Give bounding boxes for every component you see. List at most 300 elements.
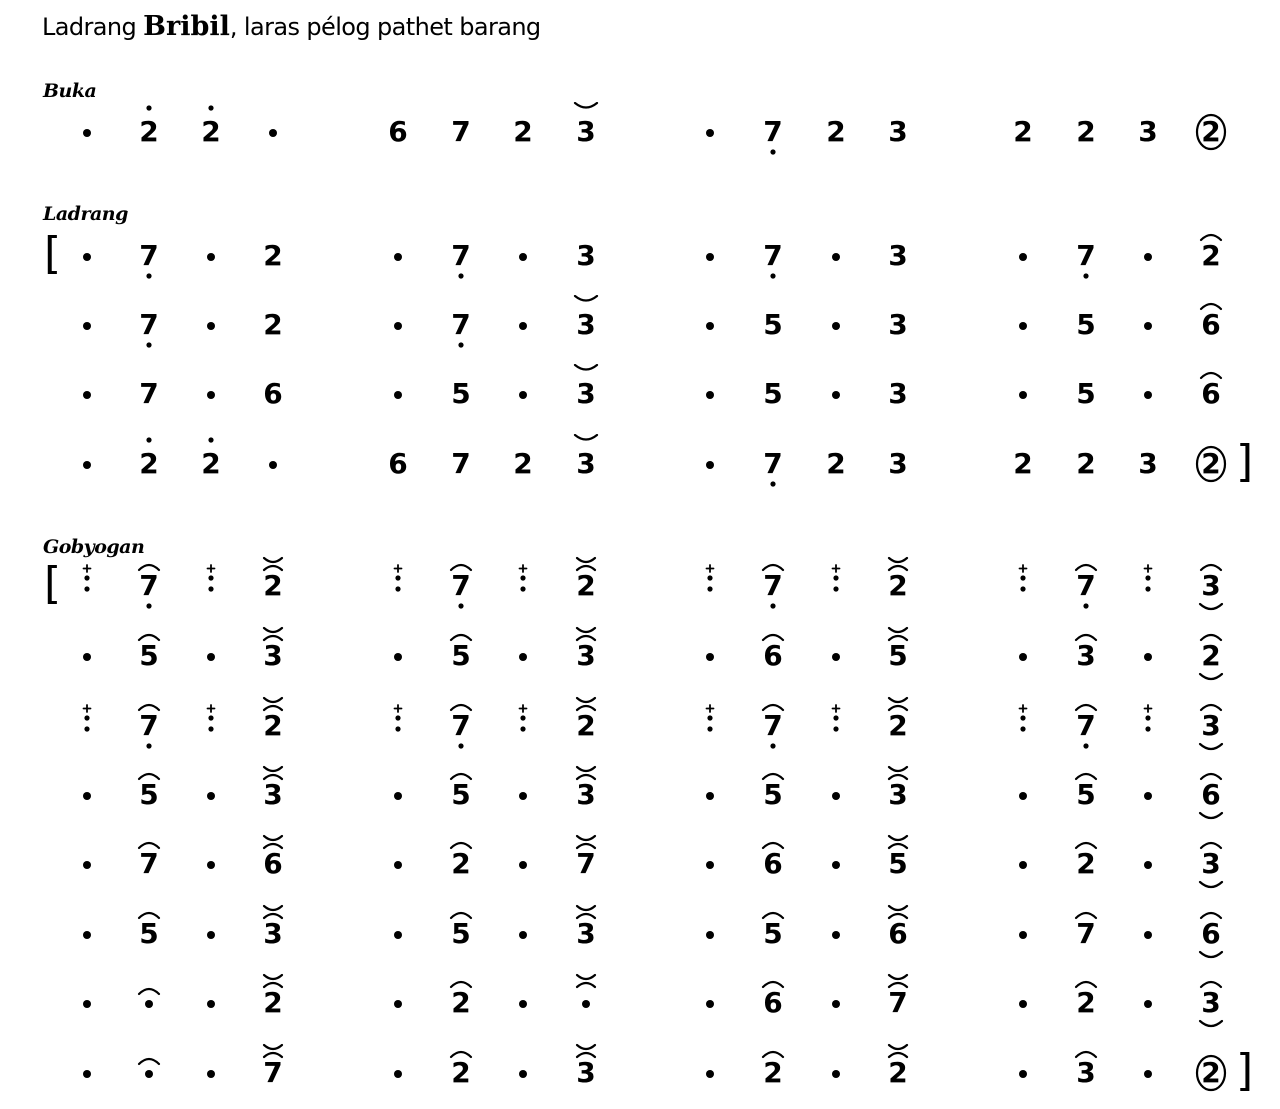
note-number: 3 [1138, 447, 1158, 480]
note [123, 434, 175, 494]
rest-dot [997, 1043, 1049, 1103]
rest-dot-mark [394, 391, 402, 399]
note-number: 2 [513, 447, 533, 480]
note-number: 7 [1076, 569, 1096, 602]
note [1060, 102, 1112, 162]
rest-dot [684, 973, 736, 1033]
rest-dot-mark [706, 931, 714, 939]
note-number: 3 [576, 1056, 596, 1089]
rest-dot-mark [832, 253, 840, 261]
rest-dot-mark [145, 1000, 153, 1008]
rest-dot-mark [832, 391, 840, 399]
note [497, 434, 549, 494]
rest-dot [810, 295, 862, 355]
note-number: 3 [888, 447, 908, 480]
note [747, 696, 799, 756]
rest-dot [61, 102, 113, 162]
rest-dot [810, 626, 862, 686]
note [747, 102, 799, 162]
note-number: 5 [451, 639, 471, 672]
rest-dot-mark [83, 129, 91, 137]
note [123, 765, 175, 825]
note [1060, 904, 1112, 964]
rest-dot-mark [83, 461, 91, 469]
rest-dot-mark [1019, 792, 1027, 800]
rest-dot [684, 904, 736, 964]
note [1185, 364, 1237, 424]
rest-dot [61, 1043, 113, 1103]
note-number: 3 [576, 308, 596, 341]
rest-dot-mark [582, 1000, 590, 1008]
rest-dot [997, 765, 1049, 825]
note-number: 3 [576, 447, 596, 480]
rest-dot [497, 973, 549, 1033]
gatra-row [0, 102, 1280, 162]
note [1060, 295, 1112, 355]
note-number: 2 [576, 569, 596, 602]
note [1060, 434, 1112, 494]
notation-ornament [372, 696, 424, 756]
note-number: 5 [888, 847, 908, 880]
rest-dot-mark [1144, 1000, 1152, 1008]
rest-dot-mark [1144, 931, 1152, 939]
note [747, 834, 799, 894]
note [747, 295, 799, 355]
note [560, 295, 612, 355]
note-number: 7 [139, 308, 159, 341]
rest-dot-mark [832, 322, 840, 330]
rest-dot-mark [207, 1000, 215, 1008]
rest-dot-mark [706, 792, 714, 800]
note [247, 904, 299, 964]
rest-dot [497, 696, 549, 756]
rest-dot [810, 1043, 862, 1103]
rest-dot-mark [394, 861, 402, 869]
page-title [42, 11, 541, 42]
note [1185, 295, 1237, 355]
note-number: 7 [451, 709, 471, 742]
rest-dot [1122, 765, 1174, 825]
rest-dot [185, 364, 237, 424]
note-number: 2 [263, 986, 283, 1019]
repeat-close-bracket: ] [1236, 436, 1254, 487]
rest-dot-mark [519, 861, 527, 869]
note-number: 3 [576, 377, 596, 410]
note [435, 295, 487, 355]
note-number: 7 [763, 569, 783, 602]
note [247, 226, 299, 286]
rest-dot [810, 973, 862, 1033]
note [747, 364, 799, 424]
rest-dot [61, 364, 113, 424]
note-number: 5 [1076, 778, 1096, 811]
rest-dot [997, 364, 1049, 424]
note-number: 2 [1013, 447, 1033, 480]
note [123, 904, 175, 964]
rest-dot [372, 834, 424, 894]
note-number: 2 [1076, 986, 1096, 1019]
repeat-close-bracket: ] [1236, 1045, 1254, 1096]
note-number: 6 [763, 639, 783, 672]
note-number: 7 [763, 447, 783, 480]
note [435, 1043, 487, 1103]
note-number: 2 [263, 709, 283, 742]
rest-dot [185, 556, 237, 616]
note [435, 973, 487, 1033]
rest-dot-mark [207, 792, 215, 800]
note [1185, 696, 1237, 756]
note [560, 226, 612, 286]
rest-dot [1122, 834, 1174, 894]
rest-dot [1122, 973, 1174, 1033]
rest-dot [372, 973, 424, 1033]
note-number: 5 [763, 308, 783, 341]
note [1122, 434, 1174, 494]
notation-ornament [61, 696, 113, 756]
note-number: 5 [1076, 377, 1096, 410]
note [1060, 973, 1112, 1033]
rest-dot [684, 226, 736, 286]
rest-dot [1122, 626, 1174, 686]
rest-dot-mark [519, 1070, 527, 1078]
note [372, 102, 424, 162]
note-number: 2 [826, 447, 846, 480]
note [560, 904, 612, 964]
note-number: 3 [888, 115, 908, 148]
rest-dot-mark [394, 1000, 402, 1008]
note [1060, 834, 1112, 894]
note [123, 556, 175, 616]
note [247, 364, 299, 424]
title-suffix: , laras pélog pathet barang [229, 13, 541, 41]
note [747, 434, 799, 494]
note-number: 7 [451, 239, 471, 272]
note-number: 2 [1201, 639, 1221, 672]
gatra-row [0, 556, 1280, 616]
rest-dot [372, 626, 424, 686]
note [1060, 765, 1112, 825]
note [872, 556, 924, 616]
rest-dot [497, 904, 549, 964]
note [810, 102, 862, 162]
note-number: 3 [1076, 639, 1096, 672]
rest-dot [372, 765, 424, 825]
note [185, 434, 237, 494]
rest-dot [684, 295, 736, 355]
rest-dot-mark [83, 1070, 91, 1078]
note-number: 5 [1076, 308, 1096, 341]
note [1185, 434, 1237, 494]
rest-dot-mark [83, 653, 91, 661]
rest-dot [1122, 295, 1174, 355]
note [560, 765, 612, 825]
note-number: 3 [888, 778, 908, 811]
note-number: 7 [263, 1056, 283, 1089]
note [872, 904, 924, 964]
note-number: 2 [201, 115, 221, 148]
note-number: 3 [888, 308, 908, 341]
notation-ornament [1122, 556, 1174, 616]
title-prefix: Ladrang [42, 13, 144, 41]
note [872, 834, 924, 894]
rest-dot-mark [207, 253, 215, 261]
rest-dot [810, 226, 862, 286]
note [872, 696, 924, 756]
note [872, 973, 924, 1033]
note-number: 5 [451, 377, 471, 410]
rest-dot [372, 295, 424, 355]
rest-dot [684, 102, 736, 162]
note-number: 7 [763, 239, 783, 272]
rest-dot-mark [832, 792, 840, 800]
rest-dot [185, 226, 237, 286]
note [747, 626, 799, 686]
rest-dot-mark [83, 931, 91, 939]
note-number: 7 [1076, 917, 1096, 950]
note [1185, 973, 1237, 1033]
note-number: 7 [576, 847, 596, 880]
note [247, 626, 299, 686]
note [560, 626, 612, 686]
rest-dot [372, 556, 424, 616]
note [747, 973, 799, 1033]
rest-dot [372, 904, 424, 964]
rest-dot [185, 696, 237, 756]
rest-dot [61, 556, 113, 616]
note [1185, 834, 1237, 894]
note [123, 696, 175, 756]
note-number: 7 [451, 569, 471, 602]
note-number: 6 [1201, 778, 1221, 811]
rest-dot [560, 973, 612, 1033]
rest-dot-mark [1019, 653, 1027, 661]
rest-dot [810, 904, 862, 964]
rest-dot [247, 434, 299, 494]
note-number: 2 [263, 308, 283, 341]
note [872, 1043, 924, 1103]
rest-dot-mark [519, 792, 527, 800]
note [247, 1043, 299, 1103]
rest-dot [185, 1043, 237, 1103]
rest-dot [684, 696, 736, 756]
rest-dot [997, 626, 1049, 686]
note-number: 5 [888, 639, 908, 672]
note-number: 2 [451, 1056, 471, 1089]
note [247, 696, 299, 756]
rest-dot-mark [832, 653, 840, 661]
note [1185, 102, 1237, 162]
notation-ornament [810, 696, 862, 756]
note-number: 2 [451, 847, 471, 880]
rest-dot [497, 1043, 549, 1103]
note [123, 295, 175, 355]
rest-dot [1122, 226, 1174, 286]
note [247, 556, 299, 616]
notation-ornament [185, 696, 237, 756]
rest-dot-mark [706, 322, 714, 330]
note-number: 2 [1201, 115, 1221, 148]
notation-ornament [1122, 696, 1174, 756]
note [435, 834, 487, 894]
note [435, 904, 487, 964]
note [1122, 102, 1174, 162]
note [560, 556, 612, 616]
rest-dot-mark [1019, 861, 1027, 869]
rest-dot [684, 765, 736, 825]
note [560, 364, 612, 424]
note [1060, 556, 1112, 616]
note-number: 6 [888, 917, 908, 950]
note-number: 5 [451, 917, 471, 950]
note [997, 434, 1049, 494]
note-number: 3 [888, 239, 908, 272]
rest-dot [372, 1043, 424, 1103]
note-number: 2 [888, 569, 908, 602]
note-number: 5 [763, 917, 783, 950]
note [123, 626, 175, 686]
rest-dot-mark [394, 931, 402, 939]
note-number: 2 [201, 447, 221, 480]
rest-dot-mark [1019, 1070, 1027, 1078]
rest-dot-mark [1019, 253, 1027, 261]
rest-dot [372, 364, 424, 424]
note [872, 434, 924, 494]
rest-dot [1122, 696, 1174, 756]
note [747, 1043, 799, 1103]
note-number: 7 [139, 847, 159, 880]
gatra-row [0, 765, 1280, 825]
rest-dot [497, 226, 549, 286]
rest-dot [185, 765, 237, 825]
note [872, 226, 924, 286]
note-number: 7 [1076, 239, 1096, 272]
rest-dot-mark [706, 129, 714, 137]
note [372, 434, 424, 494]
note-number: 5 [763, 778, 783, 811]
note-number: 3 [1201, 847, 1221, 880]
notation-ornament [497, 556, 549, 616]
note [1185, 626, 1237, 686]
note-number: 7 [139, 377, 159, 410]
note-number: 2 [1076, 847, 1096, 880]
note-number: 5 [139, 639, 159, 672]
note-number: 2 [1201, 447, 1221, 480]
gatra-row [0, 973, 1280, 1033]
note-number: 7 [451, 308, 471, 341]
rest-dot-mark [706, 861, 714, 869]
rest-dot-mark [832, 1070, 840, 1078]
note [497, 102, 549, 162]
section-label-ladrang: Ladrang [43, 203, 128, 225]
rest-dot-mark [706, 253, 714, 261]
rest-dot [684, 626, 736, 686]
rest-dot [997, 295, 1049, 355]
rest-dot-mark [83, 1000, 91, 1008]
note [872, 765, 924, 825]
rest-dot-mark [1144, 253, 1152, 261]
note-number: 3 [263, 917, 283, 950]
rest-dot [247, 102, 299, 162]
rest-dot-mark [394, 653, 402, 661]
note-number: 3 [1201, 709, 1221, 742]
gatra-row [0, 904, 1280, 964]
rest-dot-mark [706, 1070, 714, 1078]
note-number: 2 [451, 986, 471, 1019]
rest-dot-mark [1144, 792, 1152, 800]
note-number: 3 [1076, 1056, 1096, 1089]
rest-dot [497, 765, 549, 825]
note-number: 3 [576, 917, 596, 950]
rest-dot-mark [269, 129, 277, 137]
rest-dot-mark [1019, 322, 1027, 330]
note-number: 6 [388, 115, 408, 148]
note-number: 2 [576, 709, 596, 742]
note [560, 102, 612, 162]
rest-dot-mark [83, 861, 91, 869]
note [435, 556, 487, 616]
note-number: 7 [139, 709, 159, 742]
note-number: 2 [139, 447, 159, 480]
note [560, 834, 612, 894]
gatra-row [0, 696, 1280, 756]
note [435, 434, 487, 494]
note-number: 6 [1201, 308, 1221, 341]
note [435, 765, 487, 825]
note-number: 6 [263, 377, 283, 410]
rest-dot-mark [1144, 861, 1152, 869]
notation-ornament [372, 556, 424, 616]
note-number: 2 [1201, 1056, 1221, 1089]
note [997, 102, 1049, 162]
notation-ornament [185, 556, 237, 616]
note-number: 5 [139, 778, 159, 811]
rest-dot [61, 973, 113, 1033]
note [247, 834, 299, 894]
rest-dot-mark [519, 253, 527, 261]
note [560, 434, 612, 494]
note [1185, 226, 1237, 286]
rest-dot-mark [394, 1070, 402, 1078]
notation-ornament [684, 696, 736, 756]
rest-dot [684, 434, 736, 494]
repeat-open-bracket: [ [44, 228, 62, 279]
rest-dot-mark [706, 1000, 714, 1008]
note [1060, 1043, 1112, 1103]
note-number: 2 [263, 569, 283, 602]
rest-dot-mark [207, 322, 215, 330]
note-number: 6 [1201, 917, 1221, 950]
note [435, 364, 487, 424]
note [123, 364, 175, 424]
rest-dot [810, 364, 862, 424]
rest-dot [185, 904, 237, 964]
rest-dot [810, 834, 862, 894]
rest-dot [997, 973, 1049, 1033]
note [123, 226, 175, 286]
note [247, 765, 299, 825]
rest-dot [185, 295, 237, 355]
note [247, 295, 299, 355]
note [872, 295, 924, 355]
rest-dot-mark [1019, 931, 1027, 939]
rest-dot [810, 696, 862, 756]
note-number: 5 [139, 917, 159, 950]
rest-dot [61, 295, 113, 355]
note [747, 904, 799, 964]
note [872, 626, 924, 686]
rest-dot-mark [1019, 1000, 1027, 1008]
rest-dot-mark [394, 792, 402, 800]
